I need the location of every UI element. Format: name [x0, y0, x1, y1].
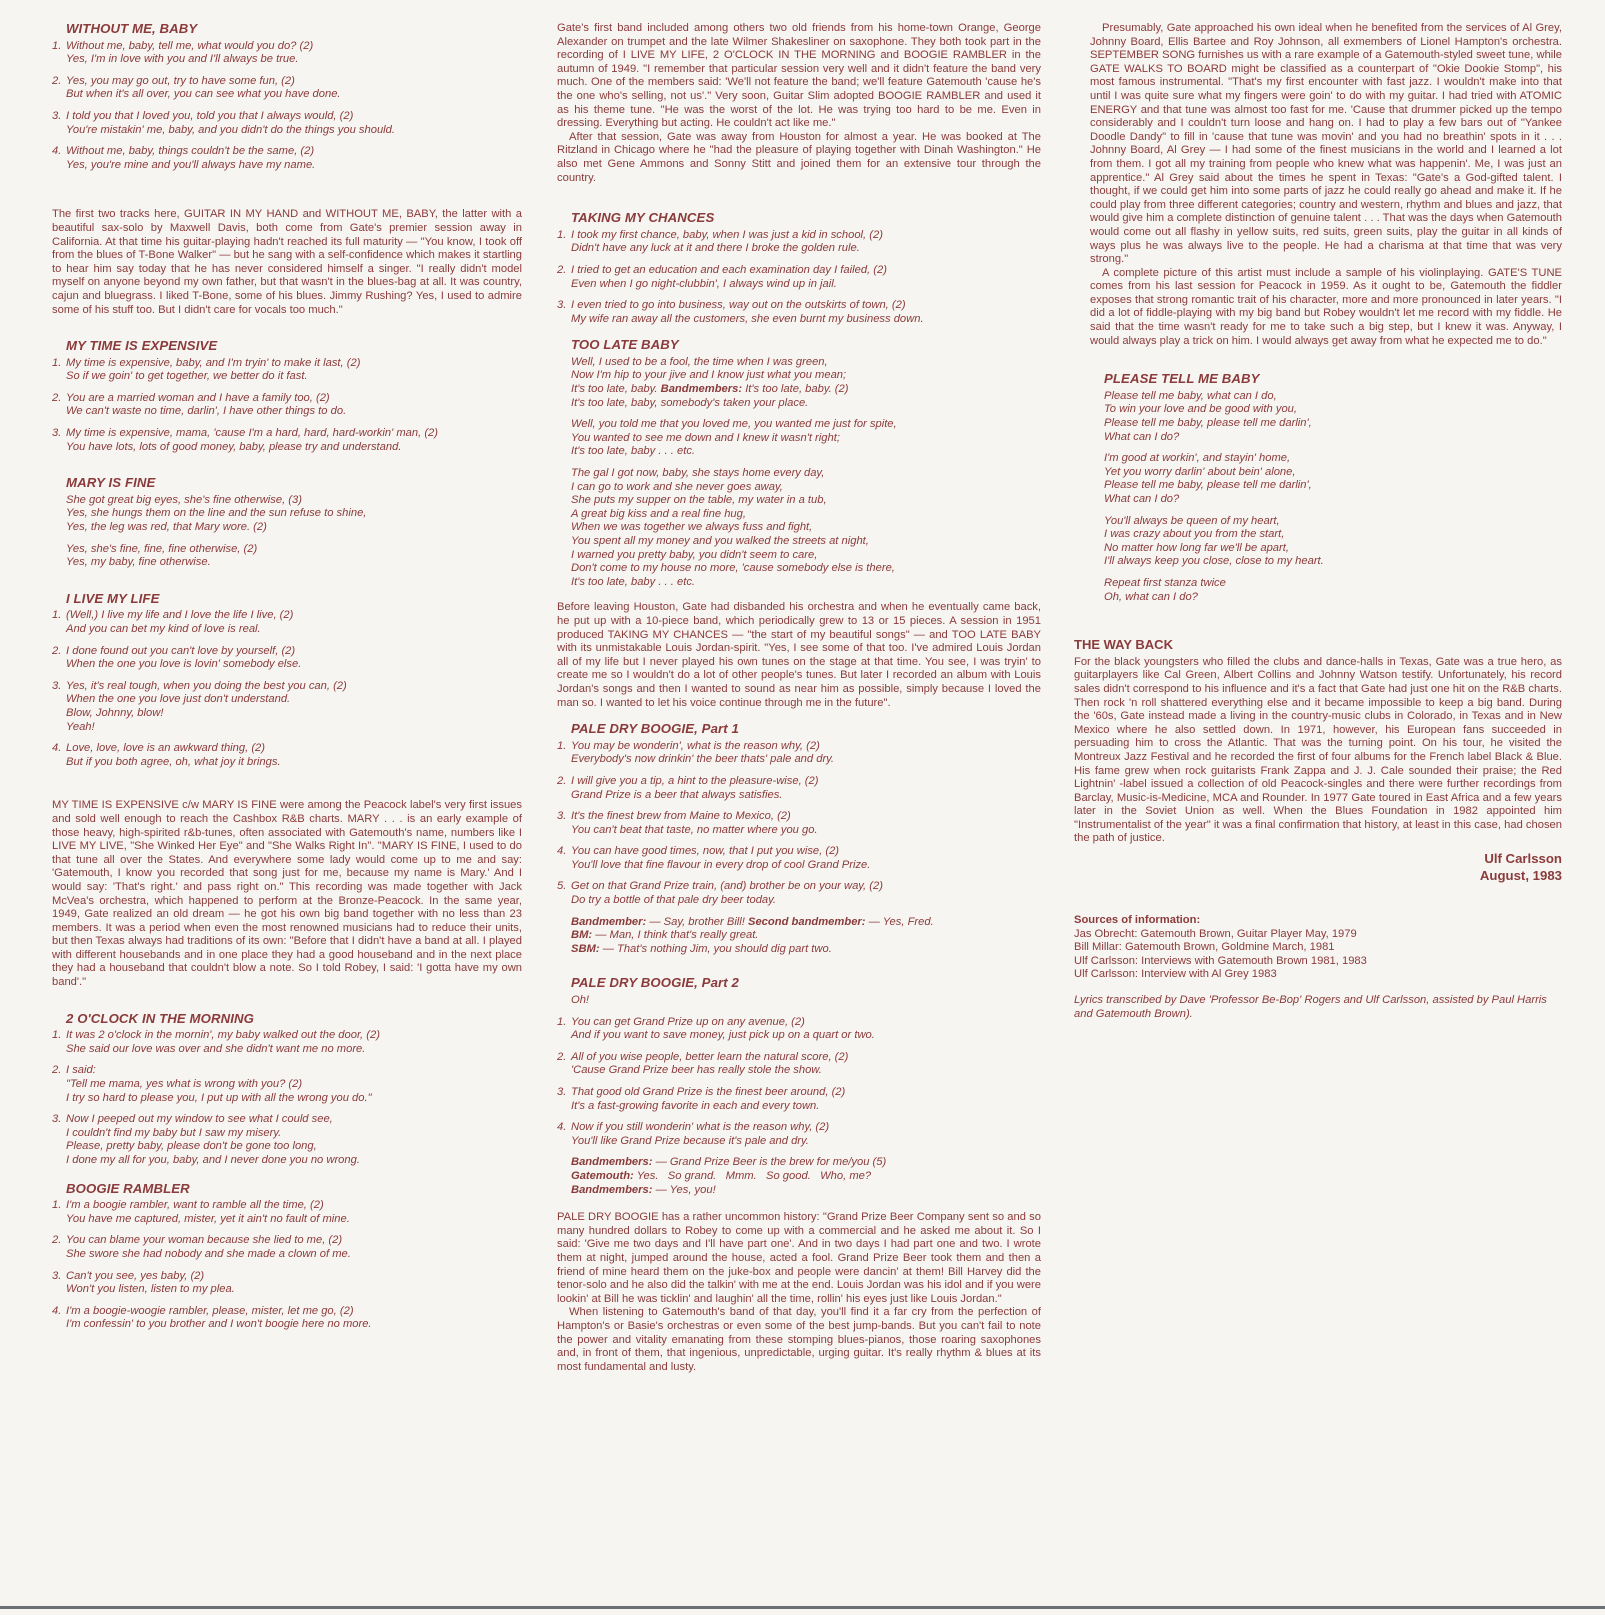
bottom-border	[0, 1606, 1605, 1609]
song-too-late-baby	[557, 338, 1041, 589]
lyric-line: Please, pretty baby, please don't be gone too long,	[66, 1140, 317, 1153]
lyric-line: Everybody's now drinkin' the beer thats' pale and dry.	[571, 753, 835, 766]
song-taking-my-chances	[557, 211, 1041, 326]
verse-number: 1.	[52, 1199, 62, 1212]
verse-number: 4.	[52, 742, 62, 755]
speaker-label: SBM:	[571, 942, 600, 955]
song-title: I LIVE MY LIFE	[66, 590, 160, 606]
song-title: BOOGIE RAMBLER	[66, 1180, 190, 1196]
paragraph-text: Before leaving Houston, Gate had disbanded his orchestra and when he eventually came back, he put up with a 10-piece band, which periodically grew to 13 or 15 pieces. A session in 1951 produced TAKING MY CHANCES — "the start of my beautiful songs" — and TOO LATE BABY with its unmistakable Louis Jordan-spirit. "Yes, I see some of that too. I've admired Louis Jordan all of my life but I never played his own tunes on the stage at that time. You see, I was tryin' to create me so I wouldn't do a lot of other people's tunes. But later I recorded an album with Louis Jordan's songs and then I wanted to sound as near him as possible, simply because I loved the man so. I wanted to let his voice continue through me in the future".	[557, 601, 1041, 709]
stanza	[571, 418, 1041, 459]
song-title: PALE DRY BOOGIE, Part 2	[571, 975, 739, 991]
speaker-label: Bandmembers:	[571, 1183, 653, 1196]
lyric-line: I'm a boogie-woogie rambler, please, mister, let me go, (2)	[66, 1304, 354, 1317]
lyric-line: Yes, the leg was red, that Mary wore. (2)	[66, 521, 267, 534]
dialog-text: — Yes, Fred.	[868, 915, 934, 928]
author-signature	[1074, 850, 1562, 884]
verse-number: 3.	[52, 1269, 62, 1282]
verse	[52, 742, 522, 769]
lyric-line: Now I peeped out my window to see what I could see,	[66, 1113, 333, 1126]
lyric-line: Repeat first stanza twice	[1104, 576, 1226, 589]
lyric-line: What can I do?	[1104, 430, 1180, 443]
song-title: WITHOUT ME, BABY	[66, 21, 198, 36]
verse-number: 3.	[557, 299, 567, 312]
stanza	[1104, 515, 1562, 569]
sources-list	[1074, 928, 1562, 982]
verse	[52, 145, 522, 172]
lyric-line: Please tell me baby, please tell me darlin',	[1104, 417, 1312, 430]
lyric-line: Yes, you're mine and you'll always have my name.	[66, 158, 316, 171]
dialog-text: Yes. So grand. Mmm. So good. Who, me?	[636, 1169, 872, 1182]
stanza	[1104, 577, 1562, 604]
lyric-line: You spent all my money and you walked the streets at night,	[571, 535, 869, 547]
lyric-line: Do try a bottle of that pale dry beer today.	[571, 894, 777, 907]
lyric-line: The gal I got now, baby, she stays home every day,	[571, 467, 825, 480]
verse-number: 3.	[52, 427, 62, 440]
verse	[557, 810, 1041, 837]
verse-number: 3.	[52, 109, 62, 122]
song-title: PLEASE TELL ME BABY	[1104, 371, 1260, 387]
lyric-line: My wife ran away all the customers, she even burnt my business down.	[571, 312, 924, 325]
lyric-line: Please tell me baby, please tell me darlin',	[1104, 479, 1312, 492]
verse-number: 3.	[52, 1113, 62, 1126]
lyric-line: You can't beat that taste, no matter where you go.	[571, 823, 818, 836]
dialog-line	[571, 916, 1041, 930]
song-boogie-rambler	[52, 1182, 522, 1332]
paragraph-text: The first two tracks here, GUITAR IN MY HAND and WITHOUT ME, BABY, the latter with a beautiful sax-solo by Maxwell Davis, both come from Gate's premier session away in California. At that time his guitar-playing hadn't reached its full maturity — "You know, I took off from the blues of T-Bone Walker" — but he sang with a self-confidence which makes it startling to hear him say today that he has never considered himself a singer. "I really didn't model myself on anyone beyond my own father, but that wasn't in the blues-bag at all. It was country, cajun and bluegrass. I liked T-Bone, some of his blues. Jimmy Rushing? Yes, I used to admire some of his stuff too. But I didn't care for vocals too much."	[52, 208, 522, 316]
lyric-line: Now I'm hip to your jive and I know just what you mean;	[571, 369, 847, 382]
verse-number: 3.	[557, 810, 567, 823]
essay-paragraph	[557, 601, 1041, 710]
lyric-line: I will give you a tip, a hint to the pleasure-wise, (2)	[571, 774, 819, 787]
lyric-line: You have lots, lots of good money, baby, please try and understand.	[66, 440, 402, 453]
song-title: TOO LATE BABY	[571, 337, 679, 353]
verse	[52, 1199, 522, 1226]
song-i-live-my-life	[52, 592, 522, 770]
speaker-label: Bandmembers:	[571, 1156, 653, 1169]
lyric-line: I tried to get an education and each examination day I failed, (2)	[571, 263, 887, 276]
dialog-line	[571, 1156, 1041, 1170]
lyric-text: It's too late, baby. (2)	[745, 383, 849, 396]
lyric-line: It was 2 o'clock in the mornin', my baby walked out the door, (2)	[66, 1029, 380, 1042]
sources-heading: Sources of information:	[1074, 914, 1201, 927]
lyric-line: Please tell me baby, what can I do,	[1104, 389, 1277, 402]
song-without-me-baby	[52, 22, 522, 172]
verse	[557, 1086, 1041, 1113]
verse-number: 2.	[557, 263, 567, 276]
verse	[52, 1234, 522, 1261]
lyric-line: I'm confessin' to you brother and I won't boogie here no more.	[66, 1318, 372, 1331]
column-left	[52, 22, 522, 1344]
song-title: MY TIME IS EXPENSIVE	[66, 338, 218, 354]
verse	[52, 645, 522, 672]
verse	[52, 1305, 522, 1332]
lyric-intro: Oh!	[571, 994, 590, 1007]
lyric-line: When the one you love just don't understand.	[66, 693, 291, 706]
dialog-block	[571, 1156, 1041, 1197]
song-title: MARY IS FINE	[66, 475, 156, 491]
lyric-line: I warned you pretty baby, you didn't seem to care,	[571, 548, 818, 561]
lyric-line: You have me captured, mister, yet it ain't no fault of mine.	[66, 1212, 350, 1225]
signature-date: August, 1983	[1479, 868, 1562, 884]
lyric-line: Yeah!	[66, 720, 95, 733]
essay-paragraph	[557, 22, 1041, 185]
verse	[52, 1029, 522, 1056]
verse	[52, 392, 522, 419]
dialog-text: — Man, I think that's really great.	[595, 929, 759, 942]
song-please-tell-me-baby	[1090, 372, 1562, 604]
verse-number: 1.	[52, 39, 62, 52]
lyric-line: She said our love was over and she didn't want me no more.	[66, 1042, 366, 1055]
verse	[52, 40, 522, 67]
lyric-line: Yes, my baby, fine otherwise.	[66, 556, 211, 569]
lyric-line: To win your love and be good with you,	[1104, 403, 1298, 416]
lyric-line: It's too late, baby . . . etc.	[571, 575, 696, 588]
lyric-line: That good old Grand Prize is the finest beer around, (2)	[571, 1086, 846, 1098]
verse-number: 2.	[52, 1234, 62, 1247]
song-pale-dry-boogie-part-1	[557, 722, 1041, 956]
lyric-line: I even tried to go into business, way out on the outskirts of town, (2)	[571, 299, 906, 312]
verse-number: 1.	[52, 609, 62, 622]
stanza	[571, 356, 1041, 410]
lyric-line: All of you wise people, better learn the natural score, (2)	[571, 1050, 849, 1063]
dialog-text: — Say, brother Bill!	[649, 915, 745, 928]
verse-number: 1.	[557, 1015, 567, 1028]
column-middle	[557, 22, 1041, 1396]
lyric-line: Yes, she's fine, fine, fine otherwise, (2)	[66, 542, 258, 555]
lyric-line: Don't come to my house no more, 'cause somebody else is there,	[571, 562, 895, 575]
verse	[557, 880, 1041, 907]
section-the-way-back	[1074, 638, 1562, 1021]
lyric-line: You can get Grand Prize up on any avenue, (2)	[571, 1015, 805, 1028]
lyric-line: Yes, it's real tough, when you doing the best you can, (2)	[66, 679, 347, 692]
stanza	[66, 543, 522, 570]
lyric-line: Oh, what can I do?	[1104, 590, 1198, 603]
stanza	[571, 467, 1041, 589]
lyric-line: My time is expensive, baby, and I'm tryin' to make it last, (2)	[66, 356, 361, 369]
lyric-line: I'm good at workin', and stayin' home,	[1104, 452, 1291, 465]
verse	[52, 609, 522, 636]
lyric-line	[571, 383, 1041, 397]
lyric-line: Didn't have any luck at it and there I broke the golden rule.	[571, 242, 860, 255]
lyric-line: I done found out you can't love by yourself, (2)	[66, 644, 296, 657]
dialog-line	[571, 1170, 1041, 1184]
verse-number: 1.	[557, 228, 567, 241]
verse-number: 1.	[52, 1029, 62, 1042]
lyric-line: So if we goin' to get together, we better do it fast.	[66, 370, 308, 383]
lyric-line: Without me, baby, things couldn't be the same, (2)	[66, 145, 315, 158]
lyric-line: What can I do?	[1104, 493, 1180, 505]
dialog-line	[571, 943, 1041, 957]
speaker-label: Gatemouth:	[571, 1169, 634, 1182]
source-item: Bill Millar: Gatemouth Brown, Goldmine March, 1981	[1074, 941, 1335, 954]
paragraph-text: When listening to Gatemouth's band of that day, you'll find it a far cry from the perfection of Hampton's or Basie's orchestras or even some of the best jump-bands. But you can't fail to note the power and vitality emanating from these stomping blues-pianos, those roaring saxophones and, in front of them, that ingenious, unpredictable, urging guitar. It's really rhythm & blues at its most fundamental and lusty.	[557, 1306, 1041, 1373]
verse	[52, 75, 522, 102]
lyric-line: We can't waste no time, darlin', I have other things to do.	[66, 405, 347, 418]
speaker-label: Second bandmember:	[748, 915, 866, 928]
dialog-text: — Yes, you!	[655, 1183, 716, 1196]
lyric-line: (Well,) I live my life and I love the life I live, (2)	[66, 609, 294, 622]
paragraph-text: MY TIME IS EXPENSIVE c/w MARY IS FINE were among the Peacock label's very first issues and sold well enough to reach the Cashbox R&B charts. MARY . . . is an early example of those heavy, high-spirited r&b-tunes, often associated with Gatemouth's name, numbers like I LIVE MY LIVE, "She Winked Her Eye" and "She Walks Right In". "MARY IS FINE, I used to do that tune all over the States. And everywhere some lady would come up to me and say: 'Gatemouth, I know you recorded that song just for me, because my name is Mary.' And I would say: 'That's right.' and pass right on." This recording was made together with Jack McVea's orchestra, which happened to perform at the Bronze-Peacock. In the same year, 1949, Gate realized an old dream — he got his own big band together with no less than 23 members. It was a period when even the most renowned musicians had to reduce their units, but then Texas always had traditions of its own: "Before that I didn't have a band at all. I played with different housebands and in one place they had a good houseband and in the next place they had a houseband that couldn't blow a note. So I told Robey, I said: 'I gotta have my own band'."	[52, 799, 522, 989]
lyric-line: I'll always keep you close, close to my heart.	[1104, 555, 1324, 568]
lyric-line: I said:	[66, 1064, 96, 1077]
lyric-line: I'm a boogie rambler, want to ramble all the time, (2)	[66, 1199, 324, 1212]
verse	[52, 680, 522, 734]
verse-number: 4.	[52, 145, 62, 158]
lyric-line: You wanted to see me down and I knew it wasn't right;	[571, 431, 840, 444]
lyric-line: I couldn't find my baby but I saw my misery.	[66, 1126, 282, 1139]
verse-number: 4.	[557, 1121, 567, 1134]
verse-number: 2.	[557, 1050, 567, 1063]
lyric-line: It's too late, baby, somebody's taken your place.	[571, 396, 809, 409]
stanza	[66, 494, 522, 535]
lyric-line: 'Cause Grand Prize beer has really stole the show.	[571, 1064, 822, 1077]
lyric-line: Won't you listen, listen to my plea.	[66, 1283, 235, 1296]
paragraph-text: After that session, Gate was away from Houston for almost a year. He was booked at The Ritzland in Chicago where he "had the pleasure of playing together with Dinah Washington." He also met Gene Ammons and Sonny Stitt and joined them for an extensive tour through the country.	[557, 130, 1041, 184]
paragraph-text: Gate's first band included among others two old friends from his home-town Orange, George Alexander on trumpet and the late Wilmer Shakesliner on saxophone. They both took part in the recording of I LIVE MY LIFE, 2 O'CLOCK IN THE MORNING and BOOGIE RAMBLER in the autumn of 1949. "I remember that particular session very well and it didn't feature the band very much. One of the members said: 'We'll not feature the band; we'll feature Gatemouth 'cause he's the one who's selling, not us'." Very soon, Guitar Slim adopted BOOGIE RAMBLER and used it as his theme tune. "He was the worst of the lot. He was trying too hard to be me. Even in dressing. Everything but acting. He couldn't act like me."	[557, 22, 1041, 130]
lyric-line: I try so hard to please you, I put up with all the wrong you do."	[66, 1091, 372, 1104]
verse	[557, 845, 1041, 872]
lyric-line: I took my first chance, baby, when I was just a kid in school, (2)	[571, 228, 883, 241]
verse-number: 4.	[557, 845, 567, 858]
lyric-line: I done my all for you, baby, and I never done you no wrong.	[66, 1154, 360, 1166]
essay-paragraph	[557, 1211, 1041, 1374]
verse	[557, 1051, 1041, 1078]
verse	[557, 264, 1041, 291]
verse	[557, 299, 1041, 326]
lyric-line: Blow, Johnny, blow!	[66, 706, 164, 719]
lyric-line: Get on that Grand Prize train, (and) brother be on your way, (2)	[571, 880, 883, 893]
verse	[52, 357, 522, 384]
lyric-line: It's the finest brew from Maine to Mexico, (2)	[571, 810, 791, 823]
lyric-line: When we was together we always fuss and fight,	[571, 521, 813, 534]
lyric-line: Yet you worry darlin' about bein' alone,	[1104, 465, 1296, 478]
lyric-line: Well, you told me that you loved me, you wanted me just for spite,	[571, 418, 897, 431]
song-my-time-is-expensive	[52, 339, 522, 454]
lyric-line: Without me, baby, tell me, what would you do? (2)	[66, 39, 314, 52]
paragraph-text: For the black youngsters who filled the clubs and dance-halls in Texas, Gate was a true hero, as guitarplayers like Cal Green, Albert Collins and Johnny Watson testify. Unfortunately, his record sales didn't correspond to his influence and it's a fact that Gate had just one hit on the R&B charts. Then rock 'n roll shattered everything else and it became impossible to keep a big band. During the '60s, Gate instead made a living in the country-music clubs in Colorado, in Texas and in New Mexico where he also settled down. In 1971, however, his European fans succeeded in persuading him to cross the Atlantic. That was the turning point. On his tour, he visited the Montreux Jazz Festival and he recorded the first of four albums for the French label Black & Blue. His fame grew when rock guitarists Frank Zappa and J. J. Cale sounded their praise; the Red Lightnin' -label issued a collection of old Peacock-singles and there were further recordings from Barclay, Music-is-Medicine, MCA and Rounder. In 1977 Gate toured in East Africa and a few years later in the Soviet Union as well. When the Blues Foundation in 1982 appointed him "Instrumentalist of the year" it was a final confirmation that history, at least in this case, had chosen the path of justice.	[1074, 655, 1562, 845]
verse-number: 2.	[52, 644, 62, 657]
verse	[557, 1016, 1041, 1043]
author-name: Ulf Carlsson	[1484, 851, 1562, 867]
paragraph-text: Presumably, Gate approached his own ideal when he benefited from the services of Al Grey, Johnny Board, Ellis Bartee and Roy Johnson, all exmembers of Lionel Hampton's orchestra. SEPTEMBER SONG furnishes us with a rare example of a Gatemouth-styled sweet tune, while GATE WALKS TO BOARD might be classified as a counterpart of "Okie Dookie Stomp", his most famous instrumental. "That's my first encounter with fast jazz. I wouldn't make into that until I was quite sure what my fingers were goin' to do with my guitar. I had tried with ATOMIC ENERGY and that tune was almost too fast for me. 'Cause that drummer picked up the tempo considerably and I couldn't turn loose and hang on. I had to play a few bars out of "Yankee Doodle Dandy" to fill in 'cause that tune was movin' and you had no breathin' spots in it . . . Johnny Board, Al Grey — I had some of the finest musicians in the world and I learned a lot from them. I got all my training from people who knew what was happenin'. Me, I was just an apprentice." Al Grey said about the times he spent in Texas: "Gate's a God-gifted talent. I thought, if we could get him into some parts of jazz he could really go ahead and make it. If he could play from three different categories; country and western, rhythm and blues and jazz, that would give him a complete distinction of genuine talent . . . That was the days when Gatemouth would come out all flashy in yellow suits, red suits, green suits, play the guitar in all kinds of ways plus he was always live to the people. He had a charisma at that time that was very strong."	[1090, 22, 1562, 266]
lyric-line: But if you both agree, oh, what joy it brings.	[66, 755, 281, 768]
lyric-line: You can have good times, now, that I put you wise, (2)	[571, 845, 840, 858]
lyric-line: You can blame your woman because she lied to me, (2)	[66, 1234, 343, 1247]
essay-paragraph	[1074, 656, 1562, 846]
stanza	[1104, 390, 1562, 444]
verse-number: 3.	[52, 679, 62, 692]
lyric-line: You'll love that fine flavour in every drop of cool Grand Prize.	[571, 858, 871, 871]
paragraph-text: PALE DRY BOOGIE has a rather uncommon history: "Grand Prize Beer Company sent so and so many hundred dollars to Robey to come up with a commercial and he asked me about it. So I said: 'Give me two days and I'll have part one'. And in two days I had part one and two. I wrote them at night, jumped around the house, acted a fool. Grand Prize Beer took them and then a friend of mine heard them on the juke-box and people were dancin' at them! Bill Harvey did the tenor-solo and he also did the talkin' with me at the end. Louis Jordan was his idol and if you were lookin' at Bill he was ticklin' and laughin' all the time, rollin' his eyes just like Louis Jordan."	[557, 1211, 1041, 1305]
song-title: PALE DRY BOOGIE, Part 1	[571, 721, 739, 737]
dialog-line	[571, 1184, 1041, 1198]
lyric-text: It's too late, baby.	[571, 383, 658, 396]
dialog-text: — That's nothing Jim, you should dig part two.	[602, 942, 832, 955]
speaker-label: Bandmember:	[571, 915, 647, 928]
lyric-line: Can't you see, yes baby, (2)	[66, 1269, 205, 1282]
paragraph-text: A complete picture of this artist must include a sample of his violinplaying. GATE'S TUNE comes from his last session for Peacock in 1959. As it ought to be, Gatemouth the fiddler exposes that strong romantic trait of his character, more and more pronounced in later years. "I did a lot of fiddle-playing with my big band but Robey wouldn't let me record with my fiddle. He said that the time wasn't ready for me to take such a big step, but I knew it was. Anyway, I would always play a trick on him. I would always get away from what he expected me to do."	[1090, 266, 1562, 347]
lyric-line: Love, love, love is an awkward thing, (2)	[66, 742, 265, 755]
source-item: Jas Obrecht: Gatemouth Brown, Guitar Player May, 1979	[1074, 927, 1357, 940]
song-mary-is-fine	[52, 476, 522, 570]
verse-number: 2.	[52, 1064, 62, 1077]
song-2-oclock-in-the-morning	[52, 1012, 522, 1168]
verse-number: 2.	[52, 391, 62, 404]
lyric-line: And you can bet my kind of love is real.	[66, 623, 261, 635]
lyric-line: She swore she had nobody and she made a clown of me.	[66, 1247, 351, 1260]
lyric-line: I told you that I loved you, told you that I always would, (2)	[66, 109, 354, 122]
verse-number: 5.	[557, 880, 567, 893]
verse-number: 4.	[52, 1304, 62, 1317]
essay-paragraph	[1090, 22, 1562, 348]
verse	[557, 775, 1041, 802]
verse-number: 1.	[52, 356, 62, 369]
lyric-line: A great big kiss and a real fine hug,	[571, 507, 746, 520]
lyric-line: But when it's all over, you can see what you have done.	[66, 88, 341, 101]
lyric-line: Even when I go night-clubbin', I always wind up in jail.	[571, 277, 837, 290]
lyric-line: Yes, she hungs them on the line and the sun refuse to shine,	[66, 507, 367, 520]
verse	[557, 740, 1041, 767]
stanza	[1104, 452, 1562, 506]
lyric-line: It's a fast-growing favorite in each and every town.	[571, 1099, 820, 1112]
dialog-text: — Grand Prize Beer is the brew for me/you (5)	[655, 1156, 887, 1169]
verse-number: 2.	[52, 74, 62, 87]
lyric-line: She got great big eyes, she's fine otherwise, (3)	[66, 493, 302, 506]
verse	[557, 1121, 1041, 1148]
lyric-line: She puts my supper on the table, my water in a tub,	[571, 494, 827, 507]
verse	[52, 1113, 522, 1167]
lyric-line: And if you want to save money, just pick up on a quart or two.	[571, 1029, 875, 1042]
lyric-line: You may be wonderin', what is the reason why, (2)	[571, 739, 820, 752]
speaker-label: Bandmembers:	[660, 383, 743, 396]
song-pale-dry-boogie-part-2	[557, 976, 1041, 1197]
lyric-line: No matter how long far we'll be apart,	[1104, 541, 1289, 554]
column-right	[1074, 22, 1562, 1021]
verse-number: 1.	[557, 739, 567, 752]
song-title: 2 O'CLOCK IN THE MORNING	[66, 1010, 254, 1026]
lyrics-credits: Lyrics transcribed by Dave 'Professor Be-Bop' Rogers and Ulf Carlsson, assisted by Paul Harris and Gatemouth Brown).	[1074, 994, 1547, 1020]
essay-paragraph	[52, 208, 522, 317]
verse	[52, 1270, 522, 1297]
verse	[557, 229, 1041, 256]
lyric-line: "Tell me mama, yes what is wrong with you? (2)	[66, 1078, 303, 1091]
lyric-line: You'll like Grand Prize because it's pale and dry.	[571, 1134, 809, 1147]
lyric-line: Yes, you may go out, try to have some fun, (2)	[66, 74, 295, 87]
source-item: Ulf Carlsson: Interview with Al Grey 1983	[1074, 968, 1277, 981]
dialog-block	[571, 916, 1041, 957]
lyric-line: Well, I used to be a fool, the time when I was green,	[571, 355, 828, 368]
lyric-line: I can go to work and she never goes away,	[571, 480, 783, 493]
verse	[52, 110, 522, 137]
section-heading: THE WAY BACK	[1074, 637, 1173, 653]
lyric-line: You're mistakin' me, baby, and you didn't do the things you should.	[66, 123, 395, 136]
dialog-line	[571, 929, 1041, 943]
lyric-line: Yes, I'm in love with you and I'll always be true.	[66, 53, 299, 66]
lyric-line: You are a married woman and I have a family too, (2)	[66, 391, 330, 404]
verse	[52, 1064, 522, 1105]
verse-number: 3.	[557, 1086, 567, 1098]
lyric-line: It's too late, baby . . . etc.	[571, 445, 696, 458]
verse	[52, 427, 522, 454]
speaker-label: BM:	[571, 929, 593, 942]
lyric-line: Now if you still wonderin' what is the reason why, (2)	[571, 1121, 830, 1134]
lyric-line: You'll always be queen of my heart,	[1104, 514, 1280, 527]
lyric-line: Grand Prize is a beer that always satisfies.	[571, 788, 783, 801]
verse-number: 2.	[557, 774, 567, 787]
lyric-line: My time is expensive, mama, 'cause I'm a hard, hard, hard-workin' man, (2)	[66, 427, 439, 440]
song-title: TAKING MY CHANCES	[571, 210, 715, 226]
lyric-line: When the one you love is lovin' somebody else.	[66, 658, 302, 671]
essay-paragraph	[52, 799, 522, 989]
source-item: Ulf Carlsson: Interviews with Gatemouth Brown 1981, 1983	[1074, 954, 1367, 967]
lyric-line: I was crazy about you from the start,	[1104, 528, 1285, 541]
